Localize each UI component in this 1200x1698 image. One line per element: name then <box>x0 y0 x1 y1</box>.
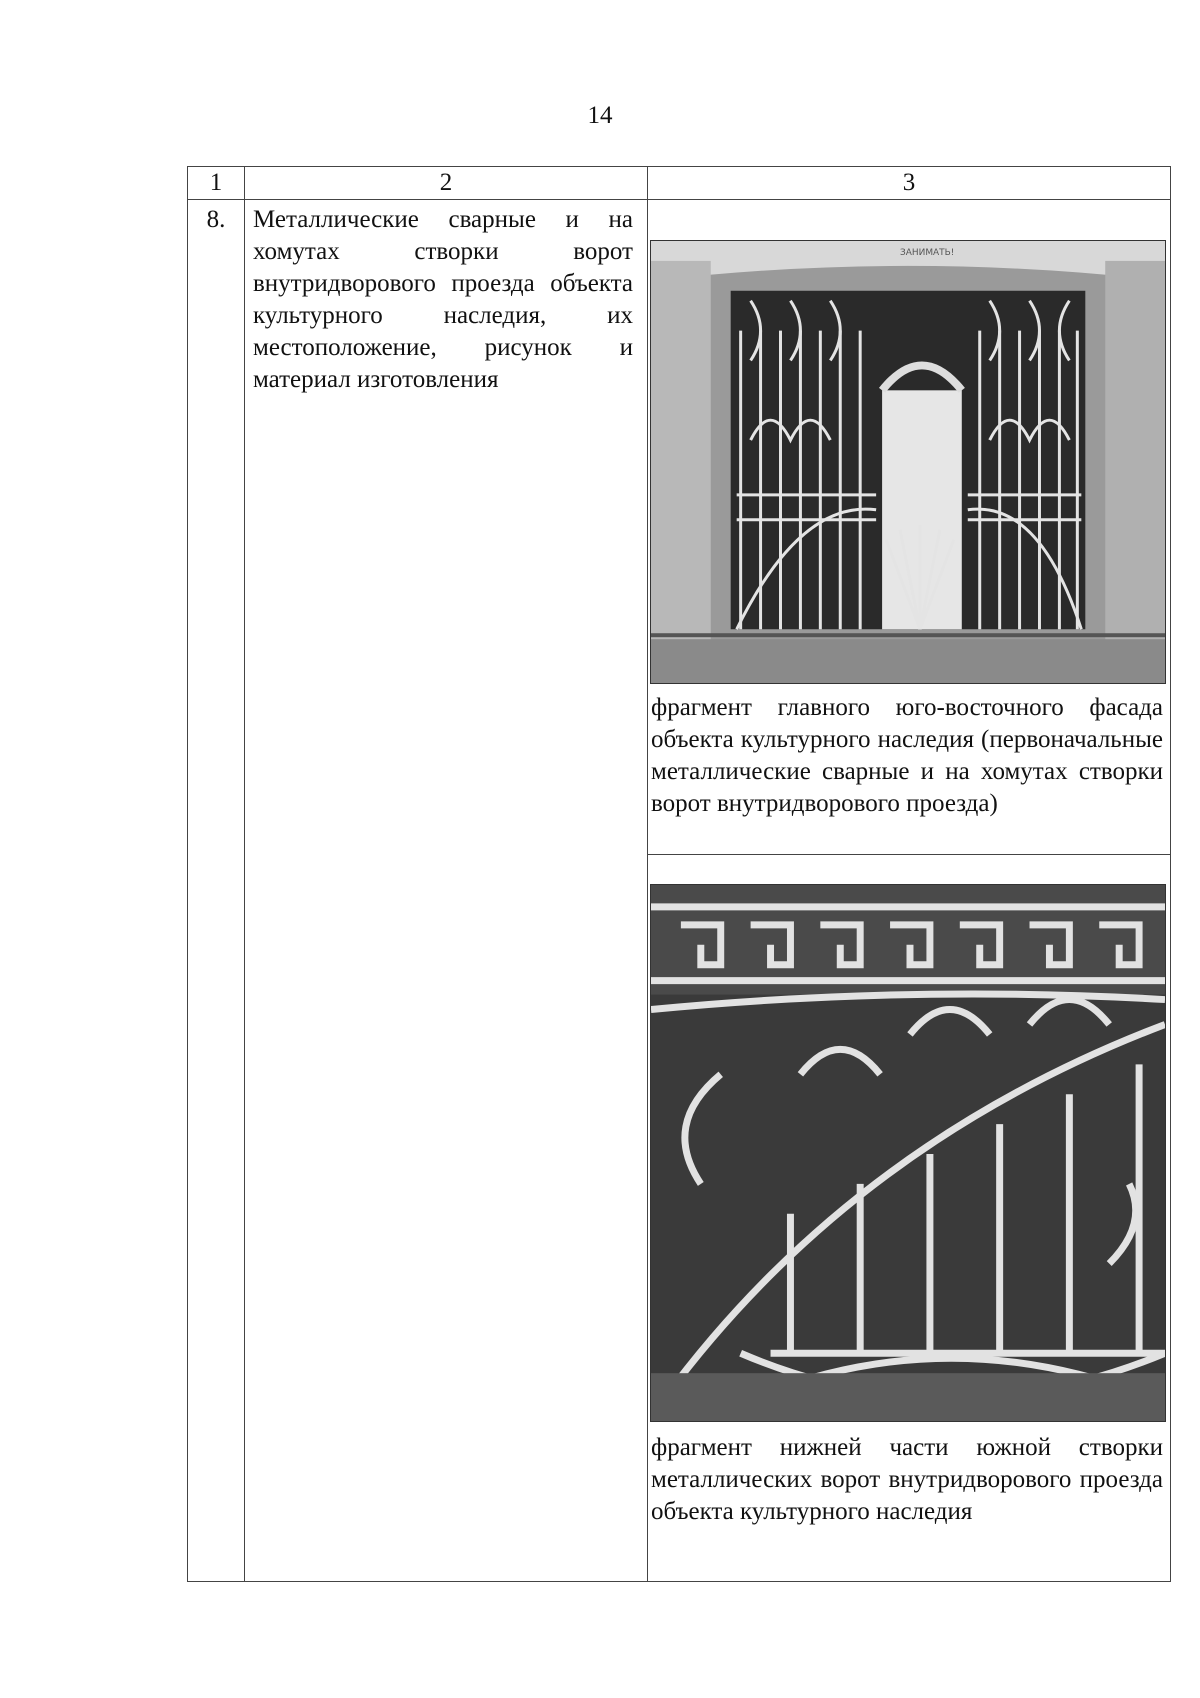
table-header-row <box>188 167 1171 200</box>
photo-caption-1: фрагмент главного юго-восточного фасада объекта культурного наследия (первоначальные металлические сварные и на хомутах створки ворот внутридворового проезда) <box>651 694 1163 817</box>
header-col-3: 3 <box>648 167 1171 200</box>
page-number: 14 <box>587 102 613 129</box>
header-col-2: 2 <box>245 167 648 200</box>
document-table <box>187 166 1171 1582</box>
gate-front-photo <box>650 240 1166 684</box>
row-description: Металлические сварные и на хомутах створки ворот внутридворового проезда объекта культурного наследия, их местоположение, рисунок и материал изготовления <box>245 200 648 1582</box>
header-col-1: 1 <box>188 167 245 200</box>
row-number: 8. <box>188 200 245 1582</box>
cell-divider <box>648 854 1170 855</box>
photo-caption-2: фрагмент нижней части южной створки металлических ворот внутридворового проезда объекта культурного наследия <box>651 1434 1163 1525</box>
gate-detail-photo <box>650 884 1166 1422</box>
row-photos-cell <box>648 200 1171 1582</box>
table-row <box>188 200 1171 1582</box>
gate-sign-text: ЗАНИМАТЬ! <box>900 247 955 258</box>
